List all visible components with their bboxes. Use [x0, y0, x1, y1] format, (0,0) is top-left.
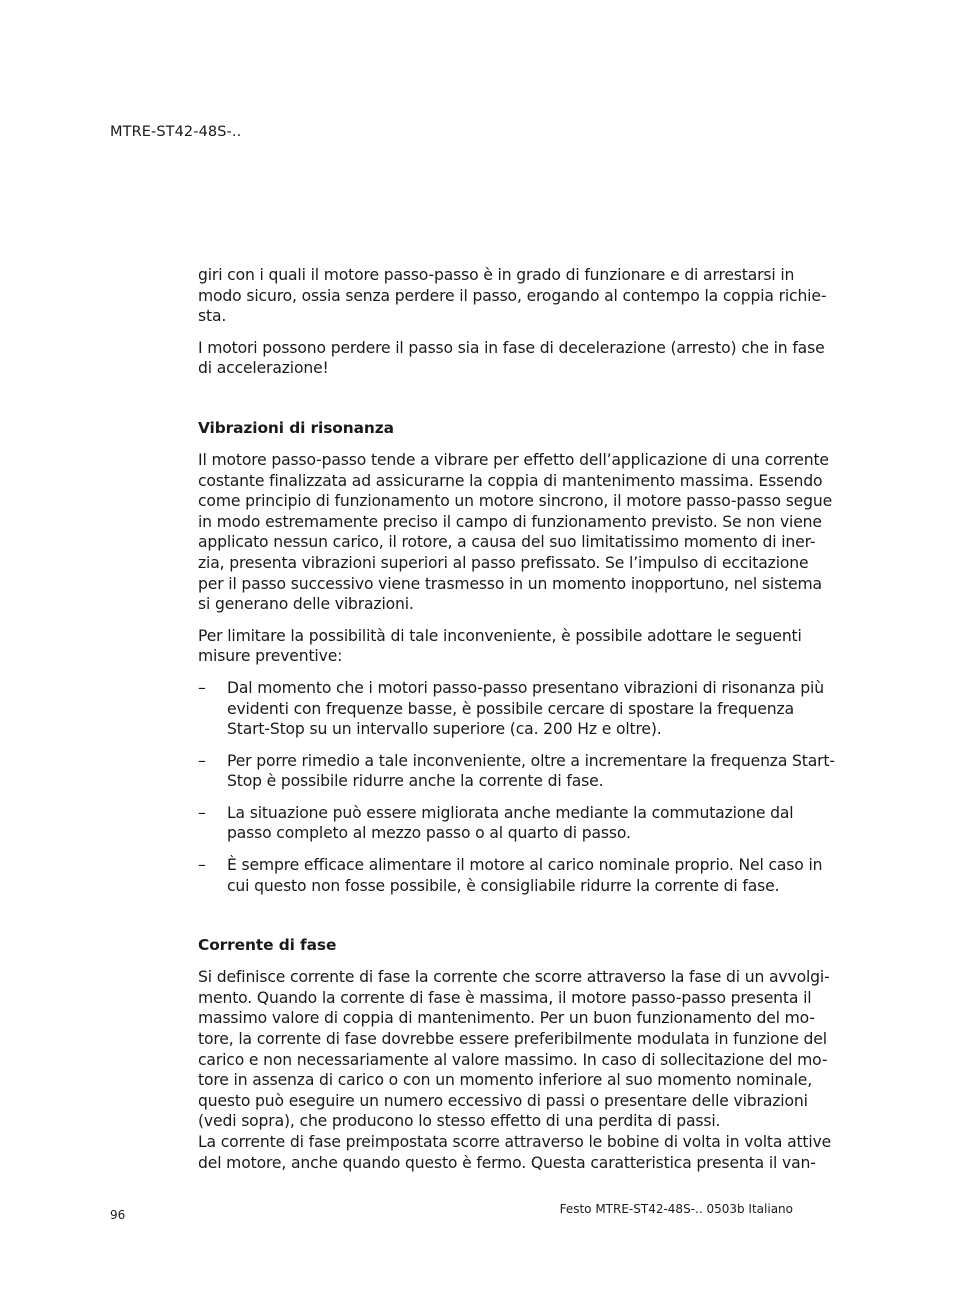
text-line: costante finalizzata ad assicurarne la coppia di mantenimento massima. Essendo: [198, 471, 823, 490]
text-line: I motori possono perdere il passo sia in fase di decelerazione (arresto) che in fase: [198, 338, 825, 357]
section-heading-corrente: Corrente di fase: [198, 936, 337, 955]
text-line: carico e non necessariamente al valore massimo. In caso di sollecitazione del mo-: [198, 1050, 828, 1069]
list-item: [198, 751, 835, 792]
bullet-list: [198, 678, 835, 896]
text-line: applicato nessun carico, il rotore, a causa del suo limitatissimo momento di iner-: [198, 533, 816, 552]
text-line: È sempre efficace alimentare il motore al carico nominale proprio. Nel caso in: [227, 856, 823, 875]
text-line: per il passo successivo viene trasmesso in un momento inopportuno, nel sistema: [198, 574, 822, 593]
paragraph: [198, 450, 833, 615]
dash-bullet: –: [198, 751, 206, 770]
text-line: Stop è possibile ridurre anche la corrente di fase.: [227, 772, 604, 791]
dash-bullet: –: [198, 803, 206, 822]
text-line: in modo estremamente preciso il campo di funzionamento previsto. Se non viene: [198, 512, 822, 531]
text-line: come principio di funzionamento un motore sincrono, il motore passo-passo segue: [198, 492, 833, 511]
text-line: (vedi sopra), che producono lo stesso effetto di una perdita di passi.: [198, 1112, 721, 1131]
body-text: [198, 265, 835, 1173]
text-line: giri con i quali il motore passo-passo è in grado di funzionare e di arrestarsi in: [198, 266, 795, 284]
paragraph: [198, 967, 832, 1173]
text-line: Per limitare la possibilità di tale inconveniente, è possibile adottare le seguenti: [198, 626, 802, 645]
text-line: tore in assenza di carico o con un momento inferiore al suo momento nominale,: [198, 1071, 813, 1090]
paragraph: [198, 626, 804, 667]
text-line: Dal momento che i motori passo-passo presentano vibrazioni di risonanza più: [227, 678, 824, 697]
paragraph: [198, 338, 825, 379]
text-line: misure preventive:: [198, 647, 343, 666]
text-line: Start-Stop su un intervallo superiore (ca. 200 Hz e oltre).: [227, 720, 662, 739]
page-number: 96: [110, 1208, 126, 1222]
text-line: La situazione può essere migliorata anche mediante la commutazione dal: [227, 803, 794, 822]
text-line: sta.: [198, 307, 227, 326]
text-line: modo sicuro, ossia senza perdere il passo, erogando al contempo la coppia richie-: [198, 286, 827, 305]
text-line: mento. Quando la corrente di fase è massima, il motore passo-passo presenta il: [198, 988, 812, 1007]
text-line: massimo valore di coppia di mantenimento. Per un buon funzionamento del mo-: [198, 1009, 815, 1028]
dash-bullet: –: [198, 856, 206, 875]
text-line: La corrente di fase preimpostata scorre attraverso le bobine di volta in volta attive: [198, 1133, 832, 1151]
dash-bullet: –: [198, 678, 206, 697]
text-line: del motore, anche quando questo è fermo. Questa caratteristica presenta il van-: [198, 1153, 816, 1172]
text-line: Il motore passo-passo tende a vibrare per effetto dell’applicazione di una corrente: [198, 450, 829, 469]
paragraph: [198, 265, 827, 327]
text-line: tore, la corrente di fase dovrebbe essere preferibilmente modulata in funzione del: [198, 1030, 827, 1049]
list-item: [198, 855, 823, 896]
section-heading-vibrazioni: Vibrazioni di risonanza: [198, 418, 394, 437]
text-line: cui questo non fosse possibile, è consigliabile ridurre la corrente di fase.: [227, 876, 780, 895]
list-item: [198, 678, 824, 740]
list-item: [198, 803, 804, 844]
text-line: Per porre rimedio a tale inconveniente, oltre a incrementare la frequenza Start-: [227, 751, 835, 770]
text-line: passo completo al mezzo passo o al quarto di passo.: [227, 824, 631, 843]
footer-document-info: Festo MTRE-ST42-48S-.. 0503b Italiano: [559, 1202, 793, 1216]
text-line: di accelerazione!: [198, 359, 329, 378]
text-line: evidenti con frequenze basse, è possibile cercare di spostare la frequenza: [227, 699, 794, 718]
text-line: Si definisce corrente di fase la corrente che scorre attraverso la fase di un avvolgi-: [198, 968, 830, 987]
text-line: zia, presenta vibrazioni superiori al passo prefissato. Se l’impulso di eccitazione: [198, 553, 809, 572]
text-line: questo può eseguire un numero eccessivo di passi o presentare delle vibrazioni: [198, 1091, 808, 1110]
running-header: MTRE-ST42-48S-..: [110, 124, 242, 140]
text-line: si generano delle vibrazioni.: [198, 595, 414, 614]
